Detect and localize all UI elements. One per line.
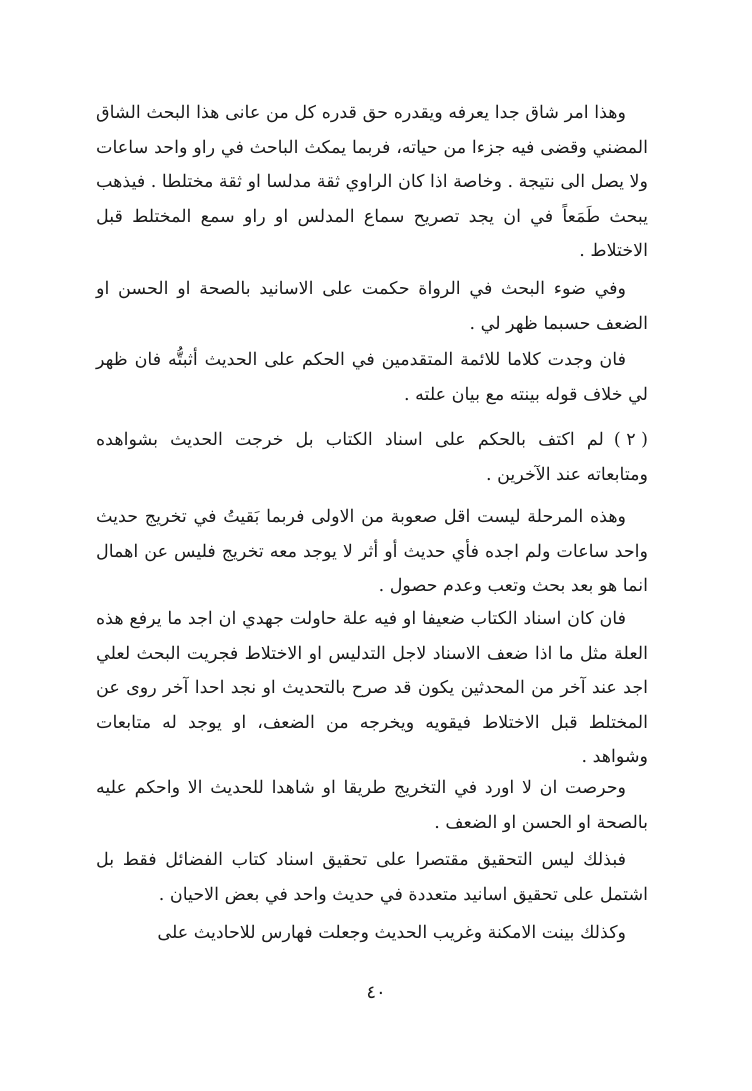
- paragraph-weak-chain: فان كان اسناد الكتاب ضعيفا او فيه علة حاولت جهدي ان اجد ما يرفع هذه العلة مثل ما اذا ضعف الاسناد لاجل التدليس او الاختلاط فجريت البحث لعلي اجد عند آخر من المحدثين يكون قد صرح بالتحديث او نجد احدا آخر روى عن المختلط قبل الاختلاط فيقويه ويخرجه من الضعف، او يوجد له متابعات وشواهد .: [96, 609, 648, 767]
- paragraph-grading: وحرصت ان لا اورد في التخريج طريقا او شاهدا للحديث الا واحكم عليه بالصحة او الحسن او الضعف .: [96, 778, 648, 833]
- numbered-item-2: [96, 423, 648, 492]
- paragraph-research-difficulty: وهذا امر شاق جدا يعرفه ويقدره حق قدره كل من عانى هذا البحث الشاق المضني وقضى فيه جزءا من حياته، فربما يمكث الباحث في راو واحد ساعات ولا يصل الى نتيجة . وخاصة اذا كان الراوي ثقة مدلسا او ثقة مختلطا . فيذهب يبحث طَمَعاً في ان يجد تصريح سماع المدلس او راو سمع المختلط قبل الاختلاط .: [96, 103, 648, 261]
- item-number: ( ٢ ): [613, 430, 648, 450]
- paragraph-indexes: وكذلك بينت الامكنة وغريب الحديث وجعلت فهارس للاحاديث على: [157, 923, 626, 943]
- paragraph-narrators-judgment: وفي ضوء البحث في الرواة حكمت على الاسانيد بالصحة او الحسن او الضعف حسبما ظهر لي .: [96, 279, 648, 334]
- paragraph-takhrij-stage: وهذه المرحلة ليست اقل صعوبة من الاولى فربما بَقيتُ في تخريج حديث واحد ساعات ولم اجده فأي حديث أو أثر لا يوجد معه تخريج فليس عن اهمال انما هو بعد بحث وتعب وعدم حصول .: [96, 507, 648, 596]
- paragraph-scope: فبذلك ليس التحقيق مقتصرا على تحقيق اسناد كتاب الفضائل فقط بل اشتمل على تحقيق اسانيد متعددة في حديث واحد في بعض الاحيان .: [96, 850, 648, 905]
- paragraph-early-imams: فان وجدت كلاما للائمة المتقدمين في الحكم على الحديث أثبتُّه فان ظهر لي خلاف قوله بينته مع بيان علته .: [96, 350, 648, 405]
- item-text: لم اكتف بالحكم على اسناد الكتاب بل خرجت الحديث بشواهده ومتابعاته عند الآخرين .: [96, 430, 648, 485]
- page-number: ٤٠: [366, 982, 386, 1003]
